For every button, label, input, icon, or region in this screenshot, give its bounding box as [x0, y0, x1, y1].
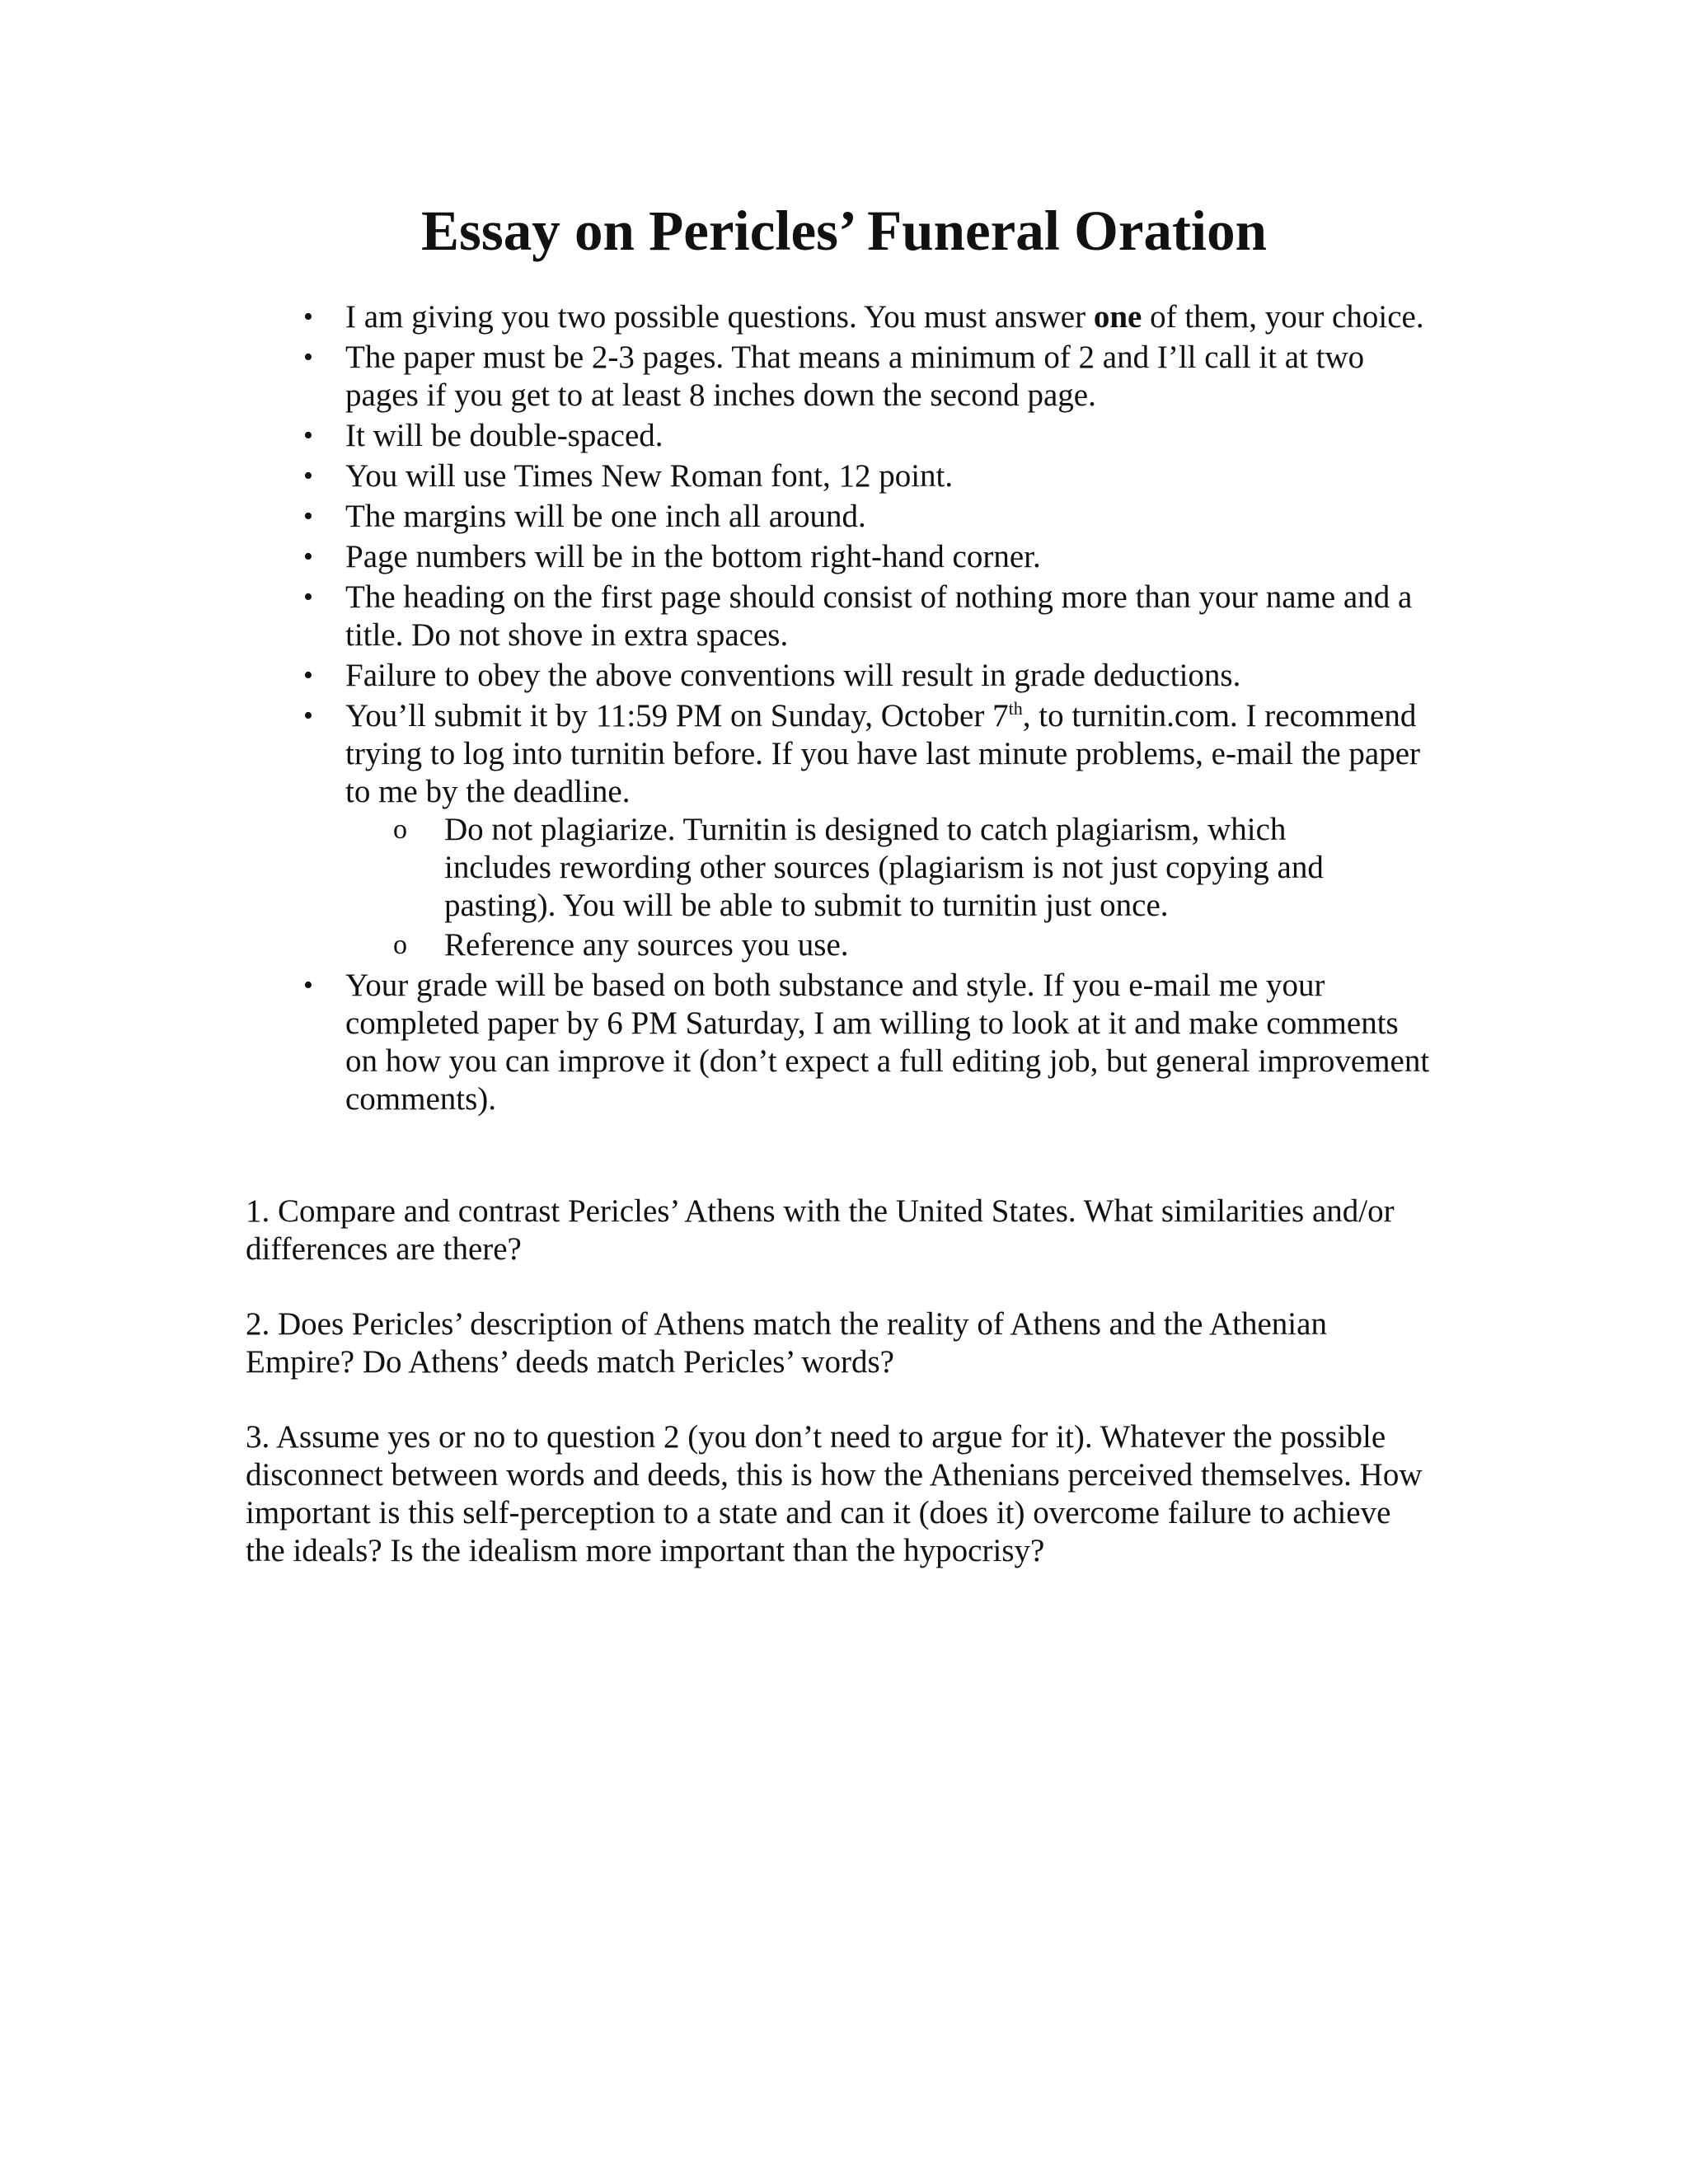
list-item [0, 579, 1433, 654]
sub-item-text: Do not plagiarize. Turnitin is designed to catch plagiarism, which includes rewording other sources (plagiarism is not just copying and pasting). You will be able to submit to turnitin just once. [444, 812, 1324, 923]
bullet-icon: • [303, 701, 313, 731]
item-text: You’ll submit it by 11:59 PM on Sunday, October 7 [345, 698, 1009, 733]
list-item [0, 457, 1433, 495]
bullet-icon: • [303, 501, 313, 532]
emphasis-text: one [1093, 299, 1142, 335]
bullet-icon: • [303, 582, 313, 612]
circle-bullet-icon: o [393, 930, 407, 960]
question-1: 1. Compare and contrast Pericles’ Athens with the United States. What similarities and/or differences are there? [246, 1193, 1395, 1267]
sub-list [345, 811, 1433, 964]
item-text: The margins will be one inch all around. [345, 499, 866, 534]
page-title: Essay on Pericles’ Funeral Oration [421, 199, 1267, 262]
list-item [0, 339, 1433, 415]
item-text: , to turnitin.com. I recommend trying to log into turnitin before. If you have last minute problems, e-mail the paper to me by the deadline. [345, 698, 1421, 809]
bullet-icon: • [303, 302, 313, 332]
list-item [0, 417, 1433, 455]
item-text: Page numbers will be in the bottom right-hand corner. [345, 539, 1041, 574]
bullet-icon: • [303, 660, 313, 691]
item-text: Failure to obey the above conventions will result in grade deductions. [345, 658, 1241, 693]
item-text: The paper must be 2-3 pages. That means a minimum of 2 and I’ll call it at two pages if you get to at least 8 inches down the second page. [345, 340, 1365, 413]
item-text: It will be double-spaced. [345, 418, 663, 453]
question-2: 2. Does Pericles’ description of Athens match the reality of Athens and the Athenian Empire? Do Athens’ deeds match Pericles’ words? [246, 1306, 1327, 1380]
bullet-icon: • [303, 541, 313, 572]
bullet-icon: • [303, 420, 313, 451]
bullet-icon: • [303, 342, 313, 373]
list-item [0, 498, 1433, 536]
list-item [0, 298, 1433, 336]
list-item [0, 538, 1433, 576]
list-item [0, 697, 1433, 964]
requirements-list [0, 298, 1688, 1121]
item-text: The heading on the first page should consist of nothing more than your name and a title. Do not shove in extra spaces. [345, 579, 1413, 653]
sub-list-item [345, 926, 1376, 964]
item-text: You will use Times New Roman font, 12 point. [345, 458, 954, 494]
circle-bullet-icon: o [393, 814, 407, 845]
bullet-icon: • [303, 461, 313, 491]
item-text: of them, your choice. [1142, 299, 1424, 335]
list-item [0, 657, 1433, 695]
ordinal-suffix: th [1008, 698, 1023, 719]
essay-questions [246, 1193, 1432, 1607]
question-3: 3. Assume yes or no to question 2 (you don’t need to argue for it). Whatever the possible disconnect between words and deeds, this is how the Athenians perceived themselves. How important is this self-perception to a state and can it (does it) overcome failure to achieve the ideals? Is the idealism more important than the hypocrisy? [246, 1419, 1423, 1568]
list-item [0, 967, 1433, 1118]
sub-list-item [345, 811, 1376, 925]
sub-item-text: Reference any sources you use. [444, 927, 849, 963]
bullet-icon: • [303, 970, 313, 1001]
item-text: I am giving you two possible questions. You must answer [345, 299, 1094, 335]
item-text: Your grade will be based on both substance and style. If you e-mail me your completed paper by 6 PM Saturday, I am willing to look at it and make comments on how you can improve it (don’t expect a full editing job, but general improvement comments). [345, 968, 1430, 1117]
